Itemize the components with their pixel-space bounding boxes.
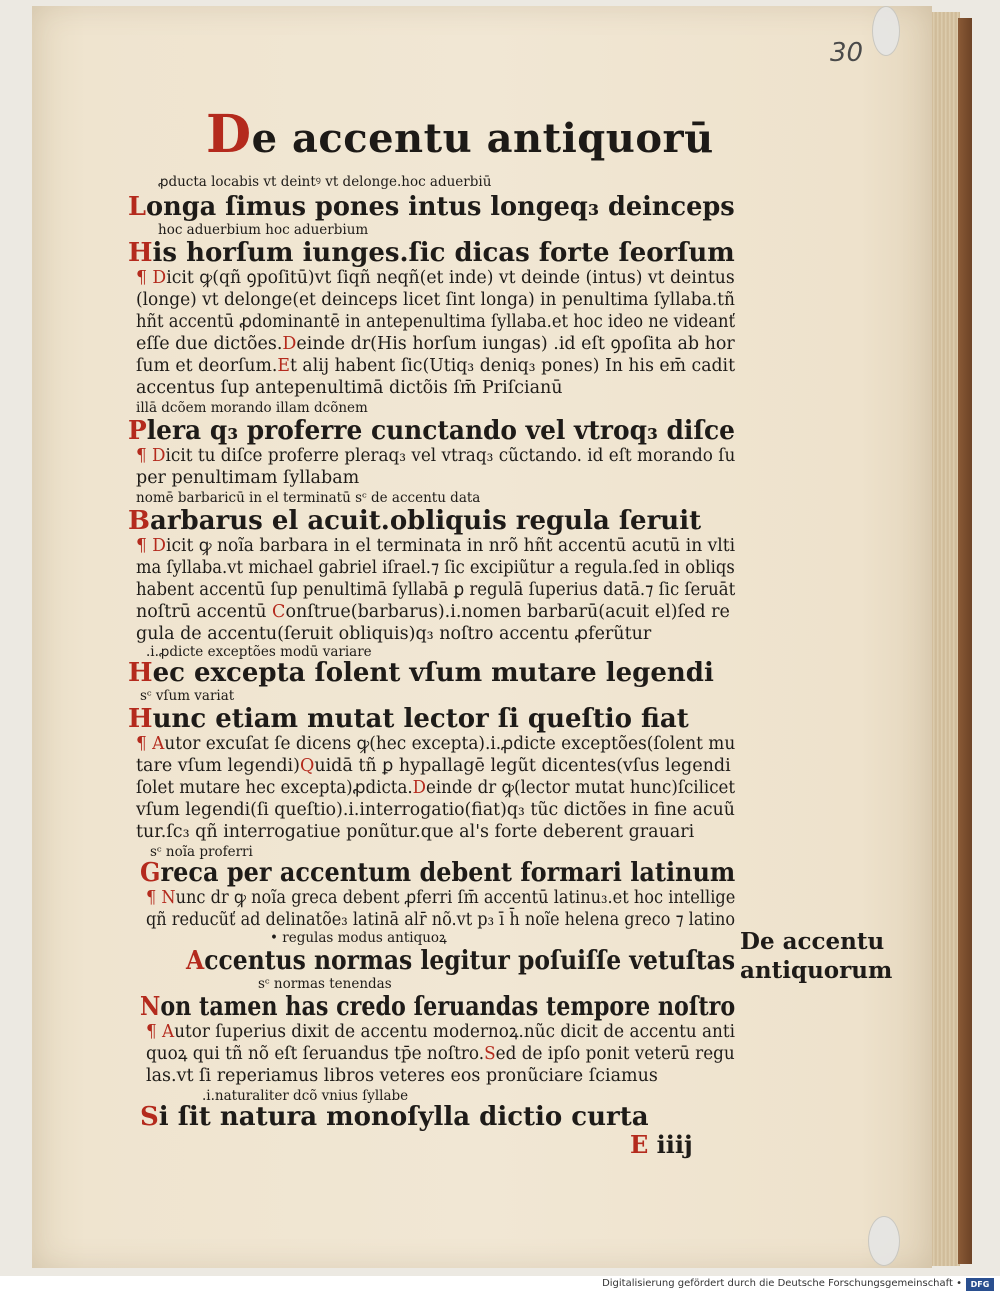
book-cover-edge bbox=[958, 18, 972, 1264]
page-edges bbox=[930, 12, 960, 1266]
gloss-line bbox=[146, 912, 735, 930]
page-title bbox=[206, 104, 714, 165]
line-text: qñ reducũť ad delinatõe₃ latinā alr̄ nõ.vt p₃ ī h̄ noĩe helena greco ⁊ latino bbox=[146, 910, 736, 930]
line-text: tur.ſc₃ qñ interrogatiue ponũtur.que al's forte deberent grauari bbox=[136, 822, 695, 842]
gloss-line bbox=[136, 802, 735, 820]
folio-number: 30 bbox=[830, 38, 864, 68]
line-text: t alij habent ſic(Utiq₃ deniq₃ pones) In his em̄ cadit bbox=[289, 356, 736, 376]
line-text: icit ꝙ(qñ ꝯpoſitū)vt ſiqñ neqñ(et inde) vt deinde (intus) vt deintus bbox=[166, 268, 735, 288]
verse-line bbox=[140, 860, 735, 886]
signature-letter: E bbox=[630, 1130, 649, 1159]
line-text: is horſum iunges.ſic dicas forte ſeorſum bbox=[152, 238, 735, 268]
line-text: unc dr ꝙ noĩa greca debent ꝓferri ſm̄ accentū latinu₃.et hoc intellige bbox=[175, 888, 736, 908]
gloss-line bbox=[146, 1046, 735, 1064]
line-text: einde dr(His horſum iungas) .id eſt ꝯpoſita ab hor bbox=[296, 334, 735, 354]
line-text: hoc aduerbium hoc aduerbium bbox=[158, 222, 369, 238]
gloss-line bbox=[136, 582, 735, 600]
gloss-line bbox=[136, 336, 735, 354]
margin-note-line: antiquorum bbox=[740, 956, 893, 984]
gloss-line bbox=[136, 380, 563, 398]
line-text: eſſe due dictões. bbox=[136, 334, 283, 354]
title-text: e accentu antiquorū bbox=[251, 115, 714, 162]
verse-line bbox=[128, 508, 701, 534]
line-text: ꝓducta locabis vt deintꝰ vt delonge.hoc aduerbiū bbox=[158, 174, 492, 190]
verse-line bbox=[128, 194, 735, 220]
margin-note-line: De accentu bbox=[740, 928, 885, 955]
line-text: sᶜ normas tenendas bbox=[258, 976, 392, 992]
rubricated-initial: ¶ D bbox=[136, 268, 167, 288]
gloss-line bbox=[146, 890, 735, 908]
dfg-logo: DFG bbox=[966, 1278, 994, 1291]
gloss-line bbox=[146, 1024, 735, 1042]
rubricated-initial: S bbox=[140, 1102, 159, 1132]
line-text: habent accentū ſup penultimā ſyllabā ꝑ regulā ſuperius datā.⁊ ſic ſeruāt bbox=[136, 580, 736, 600]
signature-mark bbox=[630, 1130, 693, 1159]
line-text: noſtrū accentū bbox=[136, 602, 273, 622]
gloss-line bbox=[136, 604, 730, 622]
gloss-line bbox=[136, 448, 735, 466]
rubricated-initial: ¶ A bbox=[136, 734, 165, 754]
rubricated-initial: Q bbox=[299, 756, 315, 776]
gloss-line bbox=[136, 292, 735, 310]
rubricated-initial: ¶ N bbox=[146, 888, 176, 908]
gloss-line bbox=[136, 358, 735, 376]
page-clip-bottom bbox=[868, 1216, 900, 1266]
gloss-line bbox=[136, 824, 694, 842]
gloss-line bbox=[136, 470, 359, 488]
line-text: uidā tñ ꝑ hypallagē legũt dicentes(vſus legendi bbox=[314, 756, 731, 776]
signature-number: iiij bbox=[656, 1130, 693, 1159]
line-text: ſum et deorſum. bbox=[136, 356, 278, 376]
margin-note bbox=[740, 928, 892, 986]
gloss-line bbox=[136, 538, 735, 556]
line-text: onga ſimus pones intus longeq₃ deinceps bbox=[146, 192, 735, 222]
line-text: reca per accentum debent formari latinum bbox=[160, 858, 736, 888]
rubricated-initial: L bbox=[128, 192, 147, 222]
rubricated-initial: S bbox=[484, 1044, 496, 1064]
rubricated-initial: A bbox=[186, 946, 205, 976]
line-text: nomē barbaricū in el terminatū sᶜ de accentu data bbox=[136, 490, 481, 506]
line-text: (longe) vt delonge(et deinceps licet ſint longa) in penultima ſyllaba.tñ bbox=[136, 290, 735, 310]
line-text: ſolet mutare hec excepta)ꝓdicta. bbox=[136, 778, 413, 798]
rubricated-initial: G bbox=[140, 858, 161, 888]
rubricated-initial: D bbox=[282, 334, 297, 354]
rubricated-initial: ¶ D bbox=[136, 536, 166, 556]
interlinear-gloss bbox=[158, 176, 491, 190]
gloss-line bbox=[146, 1068, 658, 1086]
line-text: sᶜ noĩa proferri bbox=[150, 844, 253, 860]
verse-line bbox=[128, 418, 735, 444]
gloss-line bbox=[136, 270, 735, 288]
line-text: quoꝝ qui tñ nõ eſt ſeruandus tp̄e noſtro. bbox=[146, 1044, 485, 1064]
line-text: sᶜ vſum variat bbox=[140, 688, 235, 704]
line-text: vſum legendi(ſi queſtio).i.interrogatio(fiat)q₃ tũc dictões in fine acuũ bbox=[136, 800, 735, 820]
rubricated-initial: B bbox=[128, 506, 150, 536]
line-text: lera q₃ proferre cunctando vel vtroq₃ diſce bbox=[146, 416, 735, 446]
line-text: einde dr ꝙ(lector mutat hunc)ſcilicet bbox=[426, 778, 736, 798]
rubricated-initial: ¶ A bbox=[146, 1022, 175, 1042]
line-text: illā dcõem morando illam dcõnem bbox=[136, 400, 368, 416]
interlinear-gloss bbox=[136, 402, 368, 416]
rubricated-initial: H bbox=[128, 704, 153, 734]
line-text: • regulas modus antiquoꝝ bbox=[270, 930, 447, 946]
gloss-line bbox=[136, 758, 731, 776]
line-text: i ſit natura monoſylla dictio curta bbox=[158, 1102, 649, 1132]
rubricated-initial: E bbox=[277, 356, 290, 376]
line-text: icit tu diſce proferre pleraq₃ vel vtraq₃ cũctando. id eſt morando ſu bbox=[165, 446, 736, 466]
rubricated-initial: C bbox=[272, 602, 286, 622]
line-text: ec excepta ſolent vſum mutare legendi bbox=[152, 658, 714, 688]
verse-line bbox=[140, 994, 735, 1020]
interlinear-gloss bbox=[270, 932, 447, 946]
line-text: ccentus normas legitur poſuiſſe vetuſtas bbox=[204, 946, 736, 976]
line-text: .i.naturaliter dcõ vnius ſyllabe bbox=[202, 1088, 409, 1104]
line-text: per penultimam ſyllabam bbox=[136, 468, 360, 488]
line-text: icit ꝙ noĩa barbara in el terminata in nrõ hñt accentū acutū in vlti bbox=[165, 536, 736, 556]
line-text: ed de ipſo ponit veterū regu bbox=[495, 1044, 735, 1064]
verse-line bbox=[128, 660, 714, 686]
interlinear-gloss bbox=[258, 978, 392, 992]
verse-line bbox=[186, 948, 735, 974]
line-text: on tamen has credo ſeruandas tempore noſtro bbox=[160, 992, 736, 1022]
line-text: utor excuſat ſe dicens ꝙ(hec excepta).i.ꝓdicte exceptões(ſolent mu bbox=[164, 734, 736, 754]
verse-line bbox=[140, 1104, 649, 1130]
line-text: unc etiam mutat lector ſi queſtio fiat bbox=[152, 704, 689, 734]
line-text: las.vt ſi reperiamus libros veteres eos pronũciare ſciamus bbox=[146, 1066, 658, 1086]
rubricated-initial: N bbox=[140, 992, 161, 1022]
gloss-line bbox=[136, 780, 735, 798]
line-text: .i.ꝓdicte exceptões modū variare bbox=[146, 644, 372, 660]
gloss-line bbox=[136, 560, 735, 578]
rubricated-initial: P bbox=[128, 416, 147, 446]
rubricated-initial: D bbox=[412, 778, 427, 798]
rubricated-initial: H bbox=[128, 238, 153, 268]
line-text: arbarus el acuit.obliquis regula ſeruit bbox=[149, 506, 702, 536]
line-text: utor ſuperius dixit de accentu modernoꝝ.nũc dicit de accentu anti bbox=[174, 1022, 736, 1042]
line-text: hñt accentū ꝓdominantē in antepenultima ſyllaba.et hoc ideo ne videanť bbox=[136, 312, 736, 332]
digitization-credit: Digitalisierung gefördert durch die Deutsche Forschungsgemeinschaft • bbox=[602, 1278, 962, 1289]
interlinear-gloss bbox=[140, 690, 234, 704]
line-text: accentus ſup antepenultimā dictõis ſm̄ Priſcianū bbox=[136, 378, 563, 398]
line-text: tare vſum legendi) bbox=[136, 756, 300, 776]
gloss-line bbox=[136, 626, 651, 644]
verse-line bbox=[128, 240, 735, 266]
gloss-line bbox=[136, 736, 735, 754]
title-initial: D bbox=[206, 104, 252, 165]
interlinear-gloss bbox=[136, 492, 480, 506]
rubricated-initial: ¶ D bbox=[136, 446, 166, 466]
verse-line bbox=[128, 706, 689, 732]
page-clip-top bbox=[872, 6, 900, 56]
line-text: gula de accentu(ſeruit obliquis)q₃ noſtro accentu ꝓferũtur bbox=[136, 624, 652, 644]
rubricated-initial: H bbox=[128, 658, 153, 688]
gloss-line bbox=[136, 314, 735, 332]
line-text: onſtrue(barbarus).i.nomen barbarū(acuit el)ſed re bbox=[285, 602, 730, 622]
interlinear-gloss bbox=[158, 224, 368, 238]
line-text: ma ſyllaba.vt michael gabriel iſrael.⁊ ſic excipiũtur a regula.ſed in obliqs bbox=[136, 558, 735, 578]
